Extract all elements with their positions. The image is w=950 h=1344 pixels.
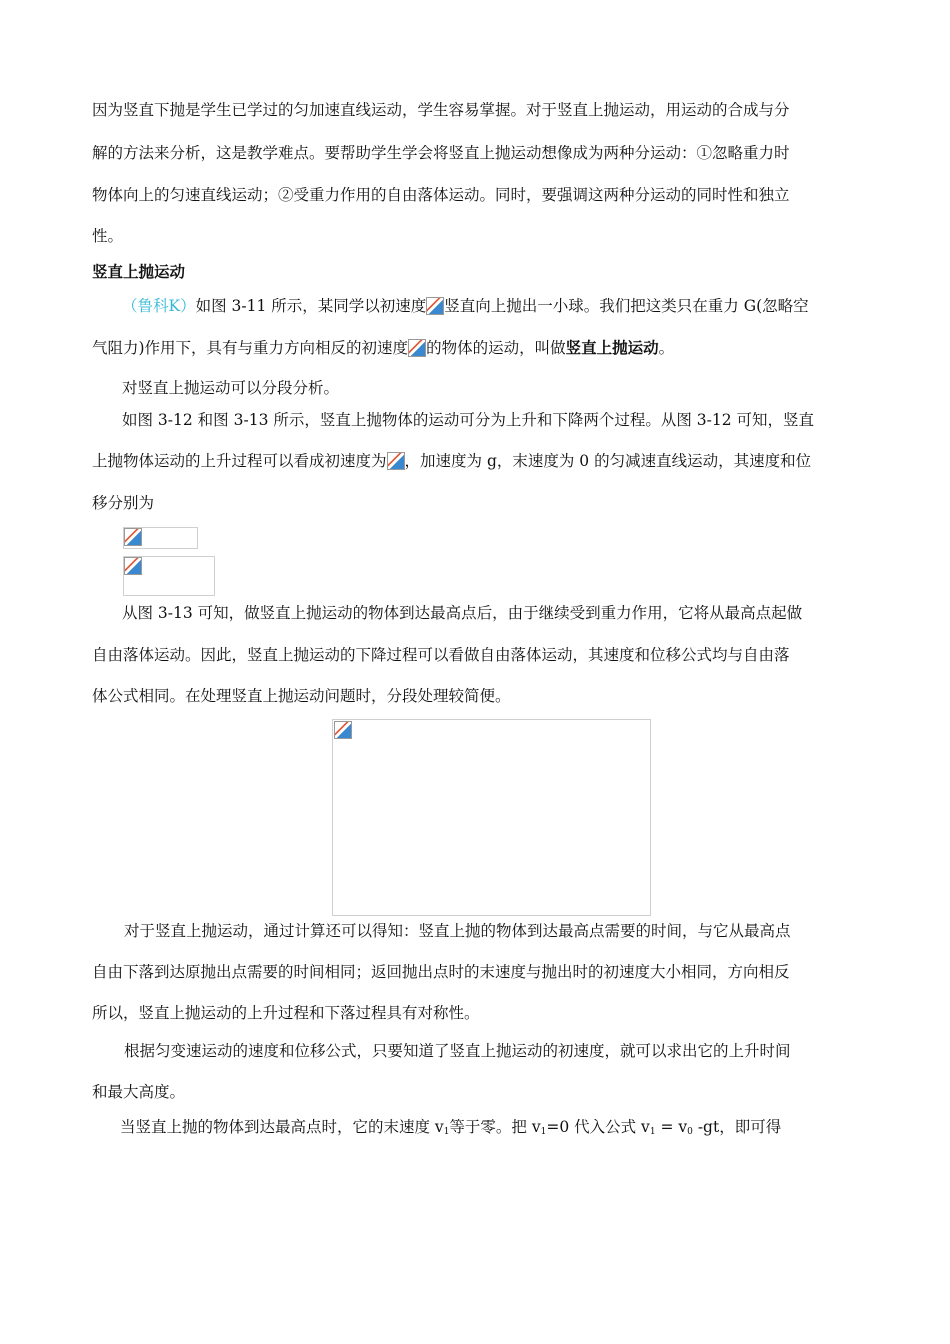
broken-image-icon — [387, 452, 405, 470]
paragraph-6-line-2: 自由下落到达原抛出点需要的时间相同；返回抛出点时的末速度与抛出时的初速度大小相同，方向相反 — [92, 963, 790, 981]
formula-image-1 — [123, 527, 198, 549]
paragraph-4-line-1: 如图 3-12 和图 3-13 所示，竖直上抛物体的运动可分为上升和下降两个过程。从图 3-12 可知，竖直 — [122, 411, 815, 429]
subscript: 0 — [687, 1127, 693, 1137]
text-run: 气阻力)作用下，具有与重力方向相反的初速度 — [92, 339, 409, 357]
broken-image-icon — [334, 721, 352, 739]
broken-image-icon — [124, 557, 142, 575]
text-run: -gt，即可得 — [692, 1118, 782, 1136]
paragraph-8-line-1 — [120, 1117, 781, 1142]
paragraph-1-line-3: 物体向上的匀速直线运动；②受重力作用的自由落体运动。同时，要强调这两种分运动的同时性和独立 — [92, 186, 790, 204]
paragraph-7-line-1: 根据匀变速运动的速度和位移公式，只要知道了竖直上抛运动的初速度，就可以求出它的上升时间 — [124, 1042, 791, 1060]
paragraph-2-line-2 — [92, 338, 674, 358]
text-run: 等于零。把 v — [449, 1118, 541, 1136]
figure-image — [332, 719, 651, 916]
source-tag: （鲁科K） — [122, 297, 196, 315]
paragraph-7-line-2: 和最大高度。 — [92, 1083, 186, 1101]
subscript: 1 — [443, 1127, 450, 1137]
text-run: 的物体的运动，叫做 — [426, 339, 566, 357]
paragraph-1-line-1: 因为竖直下抛是学生已学过的匀加速直线运动，学生容易掌握。对于竖直上抛运动，用运动的合成与分 — [92, 101, 790, 119]
text-run: 竖直向上抛出一小球。我们把这类只在重力 G(忽略空 — [444, 297, 809, 315]
formula-image-2 — [123, 556, 215, 596]
paragraph-5-line-2: 自由落体运动。因此，竖直上抛运动的下降过程可以看做自由落体运动，其速度和位移公式均与自由落 — [92, 646, 790, 664]
subscript: 1 — [649, 1127, 656, 1137]
broken-image-icon — [124, 528, 142, 546]
paragraph-1-line-2: 解的方法来分析，这是教学难点。要帮助学生学会将竖直上抛运动想像成为两种分运动：①忽略重力时 — [92, 144, 790, 162]
text-run: = v — [655, 1118, 688, 1136]
broken-image-icon — [426, 297, 444, 315]
paragraph-1-line-4: 性。 — [92, 227, 124, 245]
paragraph-6-line-1: 对于竖直上抛运动，通过计算还可以得知：竖直上抛的物体到达最高点需要的时间，与它从最高点 — [124, 922, 791, 940]
paragraph-4-line-2 — [92, 451, 811, 471]
broken-image-icon — [408, 339, 426, 357]
paragraph-5-line-3: 体公式相同。在处理竖直上抛运动问题时，分段处理较简便。 — [92, 687, 511, 705]
paragraph-5-line-1: 从图 3-13 可知，做竖直上抛运动的物体到达最高点后，由于继续受到重力作用，它将从最高点起做 — [122, 604, 803, 622]
subscript: 1 — [540, 1127, 547, 1137]
paragraph-6-line-3: 所以，竖直上抛运动的上升过程和下落过程具有对称性。 — [92, 1004, 480, 1022]
defined-term: 竖直上抛运动 — [565, 339, 659, 357]
paragraph-3: 对竖直上抛运动可以分段分析。 — [122, 379, 340, 397]
text-run: 。 — [658, 339, 675, 357]
paragraph-4-line-3: 移分别为 — [92, 494, 155, 512]
text-run: 上抛物体运动的上升过程可以看成初速度为 — [92, 452, 387, 470]
text-run: ，加速度为 g，末速度为 0 的匀减速直线运动，其速度和位 — [404, 452, 812, 470]
text-run: 当竖直上抛的物体到达最高点时，它的末速度 v — [120, 1118, 444, 1136]
section-heading: 竖直上抛运动 — [92, 263, 186, 281]
paragraph-2-line-1 — [122, 296, 809, 316]
text-run: =0 代入公式 v — [546, 1118, 650, 1136]
text-run: 如图 3-11 所示，某同学以初速度 — [195, 297, 427, 315]
